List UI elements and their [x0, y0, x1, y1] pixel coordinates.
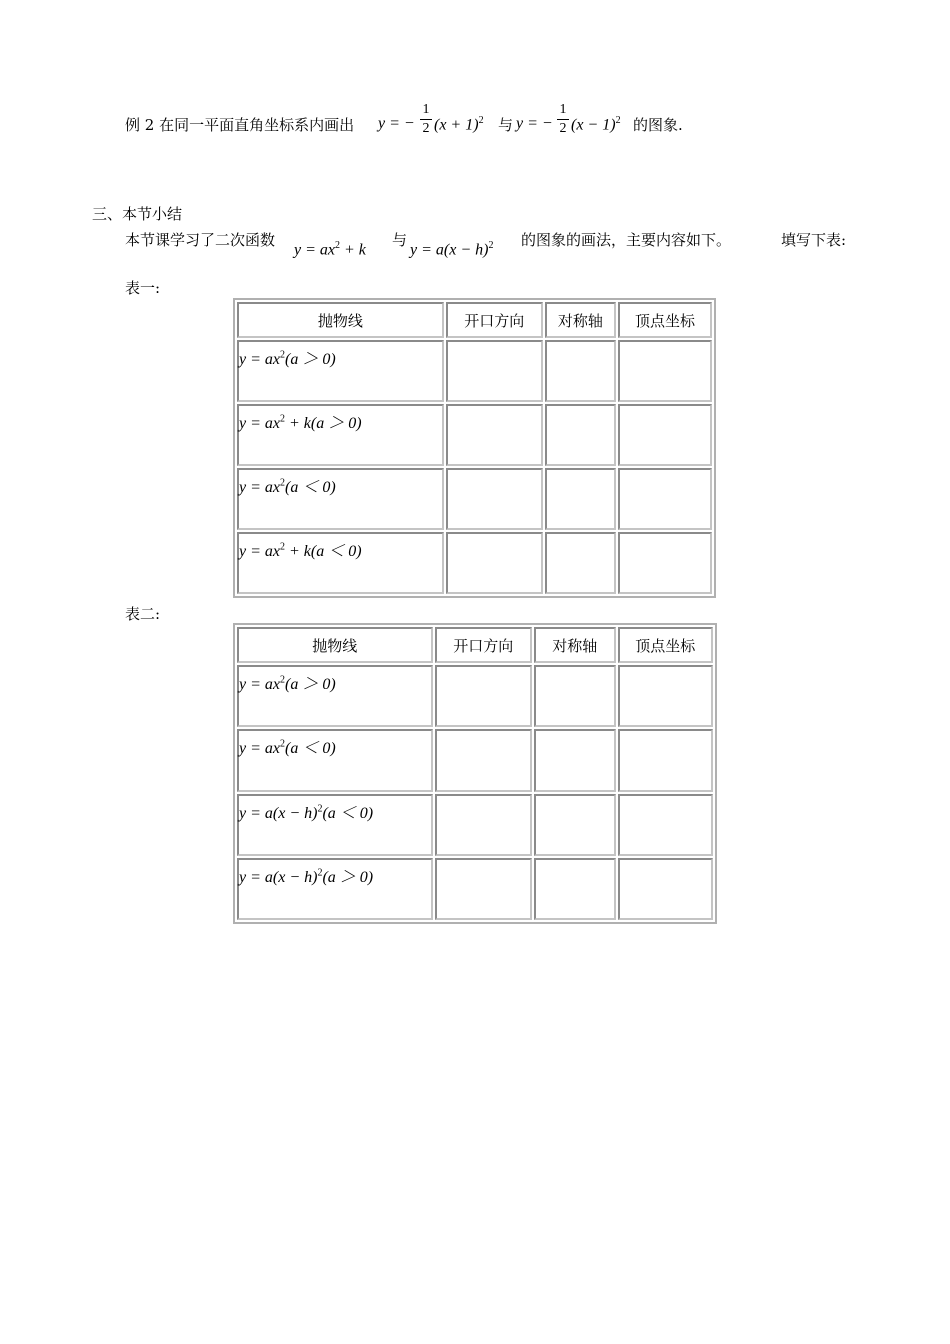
formula-text: (a ＜ 0)	[285, 740, 336, 758]
example2-eq1-lhs: y = −	[378, 115, 415, 132]
formula-1-tail: + k	[340, 241, 366, 259]
table-one	[233, 298, 716, 598]
formula-exponent: 2	[280, 738, 285, 750]
formula-text: y = a(x − h)	[239, 868, 318, 886]
axis-input-cell[interactable]	[534, 729, 616, 791]
summary-heading: 三、本节小结	[92, 205, 183, 223]
axis-input-cell[interactable]	[534, 858, 616, 920]
formula-text: (a ＜ 0)	[322, 804, 374, 822]
formula-exponent: 2	[280, 413, 285, 425]
opening-input-cell[interactable]	[435, 794, 532, 856]
axis-input-cell[interactable]	[545, 340, 616, 402]
fraction-denominator: 2	[422, 121, 430, 136]
table-row	[237, 532, 712, 594]
table1-header-parabola: 抛物线	[237, 302, 444, 338]
example2-suffix: 的图象.	[633, 116, 683, 134]
formula-exponent: 2	[317, 803, 323, 815]
fraction-bar	[420, 119, 432, 120]
table-row	[237, 404, 712, 466]
axis-input-cell[interactable]	[534, 794, 616, 856]
formula-exponent: 2	[280, 541, 285, 553]
vertex-input-cell[interactable]	[618, 340, 712, 402]
table1-header-axis: 对称轴	[545, 302, 616, 338]
table1-header-row	[237, 302, 712, 338]
formula-text: y = ax	[239, 740, 280, 758]
vertex-input-cell[interactable]	[618, 532, 712, 594]
example2-conjunction: 与	[498, 116, 514, 134]
example2-eq2-fraction	[557, 102, 569, 137]
summary-instruction: 填写下表:	[781, 231, 847, 249]
table1-label: 表一:	[125, 279, 161, 297]
table2-header-parabola: 抛物线	[237, 627, 433, 663]
eq2-tail-text: (x − 1)	[571, 116, 616, 134]
summary-conjunction: 与	[392, 231, 408, 249]
eq1-tail-text: (x + 1)	[434, 116, 479, 134]
opening-input-cell[interactable]	[446, 340, 543, 402]
table2-header-vertex: 顶点坐标	[618, 627, 713, 663]
formula-text: (a ＞ 0)	[322, 868, 374, 886]
axis-input-cell[interactable]	[545, 404, 616, 466]
table1-header-vertex: 顶点坐标	[618, 302, 712, 338]
vertex-input-cell[interactable]	[618, 665, 713, 727]
opening-input-cell[interactable]	[446, 468, 543, 530]
table-two	[233, 623, 717, 924]
formula-2-exponent: 2	[488, 240, 494, 251]
summary-intro: 本节课学习了二次函数	[125, 231, 276, 249]
formula-text: + k(a ＜ 0)	[285, 543, 362, 560]
eq2-exponent: 2	[615, 115, 621, 126]
table1-formula-cell	[237, 532, 444, 594]
example2-prefix: 例 2 在同一平面直角坐标系内画出	[125, 116, 355, 134]
table1-formula-cell	[237, 468, 444, 530]
table-row	[237, 794, 713, 856]
opening-input-cell[interactable]	[446, 532, 543, 594]
formula-text: (a ＞ 0)	[285, 351, 336, 368]
fraction-denominator: 2	[559, 121, 567, 136]
vertex-input-cell[interactable]	[618, 858, 713, 920]
formula-1-exponent: 2	[335, 240, 340, 251]
table2-formula-cell	[237, 665, 433, 727]
opening-input-cell[interactable]	[446, 404, 543, 466]
formula-text: + k(a ＞ 0)	[285, 415, 362, 432]
table2-formula-cell	[237, 794, 433, 856]
table2-header-opening: 开口方向	[435, 627, 532, 663]
table2-formula-cell	[237, 858, 433, 920]
vertex-input-cell[interactable]	[618, 729, 713, 791]
table-row	[237, 665, 713, 727]
formula-text: (a ＞ 0)	[285, 676, 336, 693]
formula-exponent: 2	[317, 867, 323, 879]
fraction-numerator: 1	[559, 102, 567, 117]
table1-header-opening: 开口方向	[446, 302, 543, 338]
formula-text: y = ax	[239, 351, 280, 368]
table1-formula-cell	[237, 340, 444, 402]
formula-1-base: y = ax	[294, 241, 335, 259]
vertex-input-cell[interactable]	[618, 794, 713, 856]
table1-formula-cell	[237, 404, 444, 466]
axis-input-cell[interactable]	[534, 665, 616, 727]
formula-text: y = a(x − h)	[239, 804, 318, 822]
formula-exponent: 2	[280, 349, 285, 361]
table2-formula-cell	[237, 729, 433, 791]
formula-text: y = ax	[239, 676, 280, 693]
formula-exponent: 2	[280, 674, 285, 686]
opening-input-cell[interactable]	[435, 665, 532, 727]
example2-eq2-lhs: y = −	[516, 115, 553, 132]
opening-input-cell[interactable]	[435, 858, 532, 920]
formula-text: y = ax	[239, 543, 280, 560]
formula-text: y = ax	[239, 479, 280, 496]
fraction-numerator: 1	[422, 102, 430, 117]
fraction-bar	[557, 119, 569, 120]
example2-eq2-tail	[571, 115, 621, 134]
formula-exponent: 2	[280, 477, 285, 489]
table2-header-row	[237, 627, 713, 663]
table2-header-axis: 对称轴	[534, 627, 616, 663]
formula-text: (a ＜ 0)	[285, 479, 336, 496]
summary-formula-1	[294, 240, 366, 259]
table-row	[237, 858, 713, 920]
formula-text: y = ax	[239, 415, 280, 432]
formula-2-base: y = a(x − h)	[410, 241, 489, 259]
opening-input-cell[interactable]	[435, 729, 532, 791]
table-row	[237, 729, 713, 791]
table-row	[237, 468, 712, 530]
axis-input-cell[interactable]	[545, 532, 616, 594]
example2-eq1-fraction	[420, 102, 432, 137]
eq1-exponent: 2	[478, 115, 484, 126]
example2-eq1-tail	[434, 115, 484, 134]
vertex-input-cell[interactable]	[618, 404, 712, 466]
table-row	[237, 340, 712, 402]
vertex-input-cell[interactable]	[618, 468, 712, 530]
table2-label: 表二:	[125, 605, 161, 623]
summary-after: 的图象的画法，主要内容如下。	[521, 231, 732, 249]
axis-input-cell[interactable]	[545, 468, 616, 530]
summary-formula-2	[410, 240, 493, 259]
